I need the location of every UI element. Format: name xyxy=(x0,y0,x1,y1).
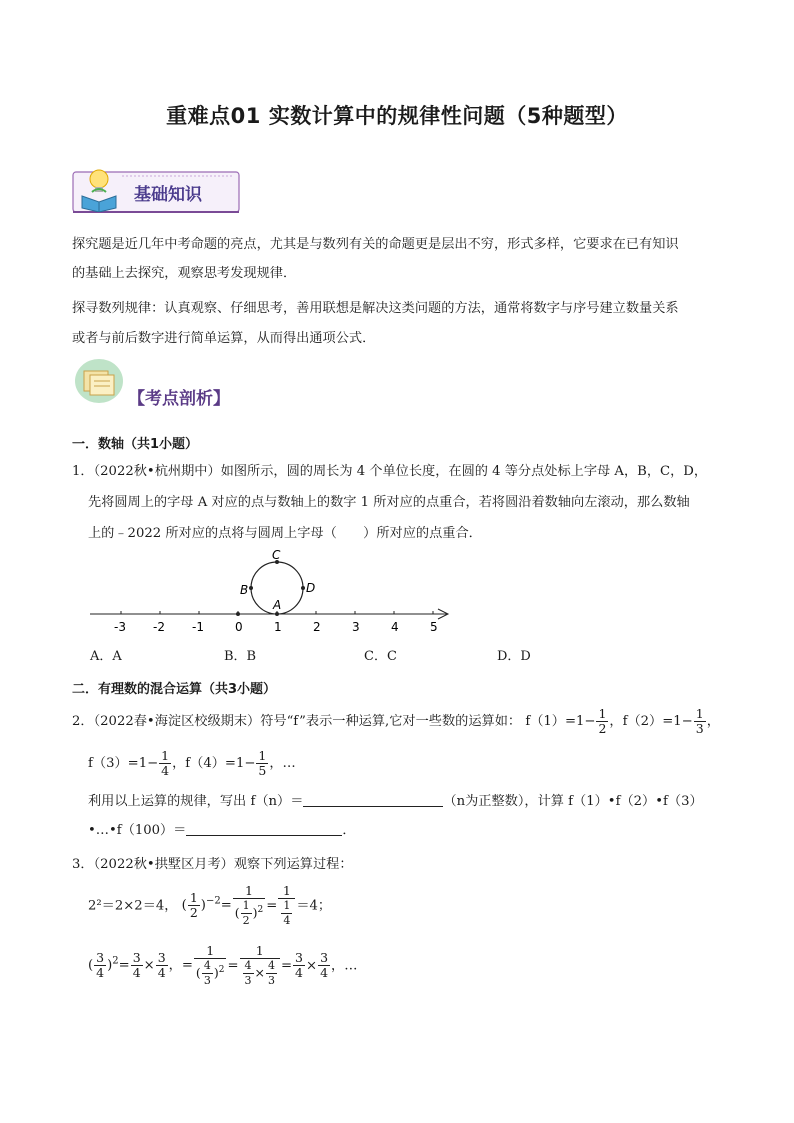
q1-option-c: C．C xyxy=(364,649,397,664)
axis-tick-label: -1 xyxy=(192,620,204,634)
q3-equation-2: ( $\frac{3}{4}$ )$^2$= $\frac{3}{4}$ × $\frac{3}{4}$ ，= 1 ( $\frac{4}{3}$ )$^2$ = 1 $\frac{4}{3}$ × $\frac{4}{3}$ = $\frac{3}{4}$ × $\frac{3}{4}$ ，… xyxy=(88,942,358,987)
axis-tick-label: 5 xyxy=(430,620,438,634)
intro-paragraph-1-line-2: 的基础上去探究，观察思考发现规律． xyxy=(72,266,297,281)
comma: ， xyxy=(706,714,720,729)
q2-line-2 xyxy=(88,746,296,782)
q1-option-b: B．B xyxy=(224,649,257,664)
analysis-heading: 【考点剖析】 xyxy=(128,389,230,409)
q1-line-1: 1．（2022秋•杭州期中）如图所示，圆的周长为 4 个单位长度，在圆的 4 等分点处标上字母 A，B，C，D， xyxy=(72,464,708,479)
section-1-heading: 一．数轴（共1小题） xyxy=(72,437,199,452)
analysis-icon xyxy=(74,358,124,404)
denominator: 5 xyxy=(258,763,267,778)
period: ． xyxy=(342,823,356,838)
numerator: 1 xyxy=(258,748,267,763)
q1-option-a: A．A xyxy=(90,649,122,664)
fraction-one-fifth xyxy=(256,749,268,778)
intro-paragraph-1-line-1: 探究题是近几年中考命题的亮点，尤其是与数列有关的命题更是层出不穷，形式多样，它要求在已有知识 xyxy=(72,237,679,252)
q3-eq2-fraction-2: 1 $\frac{4}{3}$ × $\frac{4}{3}$ xyxy=(240,944,280,988)
axis-tick-label: 2 xyxy=(313,620,321,634)
ellipsis: ，… xyxy=(269,756,296,771)
answer-blank-fn[interactable] xyxy=(303,792,443,807)
q2-f1: f（1）=1− xyxy=(525,714,596,729)
q2-line-4 xyxy=(88,820,356,842)
denominator: 3 xyxy=(695,721,704,736)
number-line-figure xyxy=(86,548,456,638)
q2-line-1 xyxy=(72,704,720,740)
intro-paragraph-2-line-1: 探寻数列规律：认真观察、仔细思考，善用联想是解决这类问题的方法，通常将数字与序号建立数量关系 xyxy=(72,301,679,316)
axis-tick-label: 4 xyxy=(391,620,399,634)
denominator: 4 xyxy=(161,763,170,778)
point-b xyxy=(249,586,253,590)
axis-tick-label: 1 xyxy=(274,620,282,634)
q3-eq2-fraction: 1 ( $\frac{4}{3}$ )$^2$ xyxy=(195,942,225,987)
q2-line-3 xyxy=(88,791,703,813)
q3-eq1-fraction: 1 ( $\frac{1}{2}$ )$^2$ xyxy=(234,882,264,927)
label-c: C xyxy=(272,548,281,562)
q1-option-d: D．D xyxy=(497,649,531,664)
q1-line-2: 先将圆周上的字母 A 对应的点与数轴上的数字 1 所对应的点重合，若将圆沿着数轴向左滚动，那么数轴 xyxy=(88,495,690,510)
banner-label: 基础知识 xyxy=(134,185,202,205)
q3-eq2-end: ，… xyxy=(331,958,358,974)
fraction-one-half xyxy=(596,707,608,736)
answer-blank-product[interactable] xyxy=(186,821,342,836)
q3-eq1-fraction-2: $\frac{1}{\frac{1}{4}}$ xyxy=(278,884,295,928)
q3-eq1-power: ( $\frac{1}{2}$ )$^{-2}$= xyxy=(181,890,232,921)
axis-tick-label: 0 xyxy=(235,620,243,634)
q3-eq2-power: ( $\frac{3}{4}$ )$^2$= $\frac{3}{4}$ × $\frac{3}{4}$ ，= xyxy=(88,950,193,981)
q2-f2: ，f（2）=1− xyxy=(609,714,693,729)
intro-paragraph-2-line-2: 或者与前后数字进行简单运算，从而得出通项公式． xyxy=(72,331,376,346)
lightbulb-book-icon xyxy=(78,166,120,212)
label-a: A xyxy=(273,598,282,612)
numerator: 1 xyxy=(695,706,704,721)
q3-eq1-end: ＝4； xyxy=(296,898,332,914)
q2-f4: ，f（4）=1− xyxy=(172,756,256,771)
axis-tick-label: -3 xyxy=(114,620,126,634)
q3-eq1-start: 2²＝2×2＝4， xyxy=(88,898,178,914)
point-d xyxy=(301,586,305,590)
label-d: D xyxy=(306,581,316,595)
denominator: 2 xyxy=(598,721,607,736)
q1-line-3: 上的﹣2022 所对应的点将与圆周上字母（ ）所对应的点重合． xyxy=(88,526,482,541)
section-2-heading: 二．有理数的混合运算（共3小题） xyxy=(72,682,277,697)
origin-point xyxy=(236,612,240,616)
fraction-one-third xyxy=(694,707,706,736)
q2-f3: f（3）=1− xyxy=(88,756,159,771)
fraction-one-quarter xyxy=(159,749,171,778)
page-title: 重难点01 实数计算中的规律性问题（5种题型） xyxy=(166,104,628,128)
numerator: 1 xyxy=(161,748,170,763)
q3-lead: 3．（2022秋•拱墅区月考）观察下列运算过程： xyxy=(72,857,353,872)
axis-tick-label: -2 xyxy=(153,620,165,634)
numerator: 1 xyxy=(598,706,607,721)
point-a xyxy=(275,612,279,616)
q2-product-prompt: （n为正整数），计算 f（1）•f（2）•f（3） xyxy=(443,794,703,809)
axis-tick-label: 3 xyxy=(352,620,360,634)
q3-equation-1: 2²＝2×2＝4， ( $\frac{1}{2}$ )$^{-2}$= 1 ( $\frac{1}{2}$ )$^2$ = $\frac{1}{\frac{1}{4}}$ ＝4； xyxy=(88,882,332,927)
q2-lead: 2．（2022春•海淀区校级期末）符号“f”表示一种运算,它对一些数的运算如： xyxy=(72,714,522,729)
q2-formula-prompt: 利用以上运算的规律，写出 f（n）＝ xyxy=(88,794,304,809)
q2-product-tail: •…•f（100）＝ xyxy=(88,823,187,838)
label-b: B xyxy=(240,583,249,597)
basic-knowledge-banner xyxy=(72,166,240,216)
